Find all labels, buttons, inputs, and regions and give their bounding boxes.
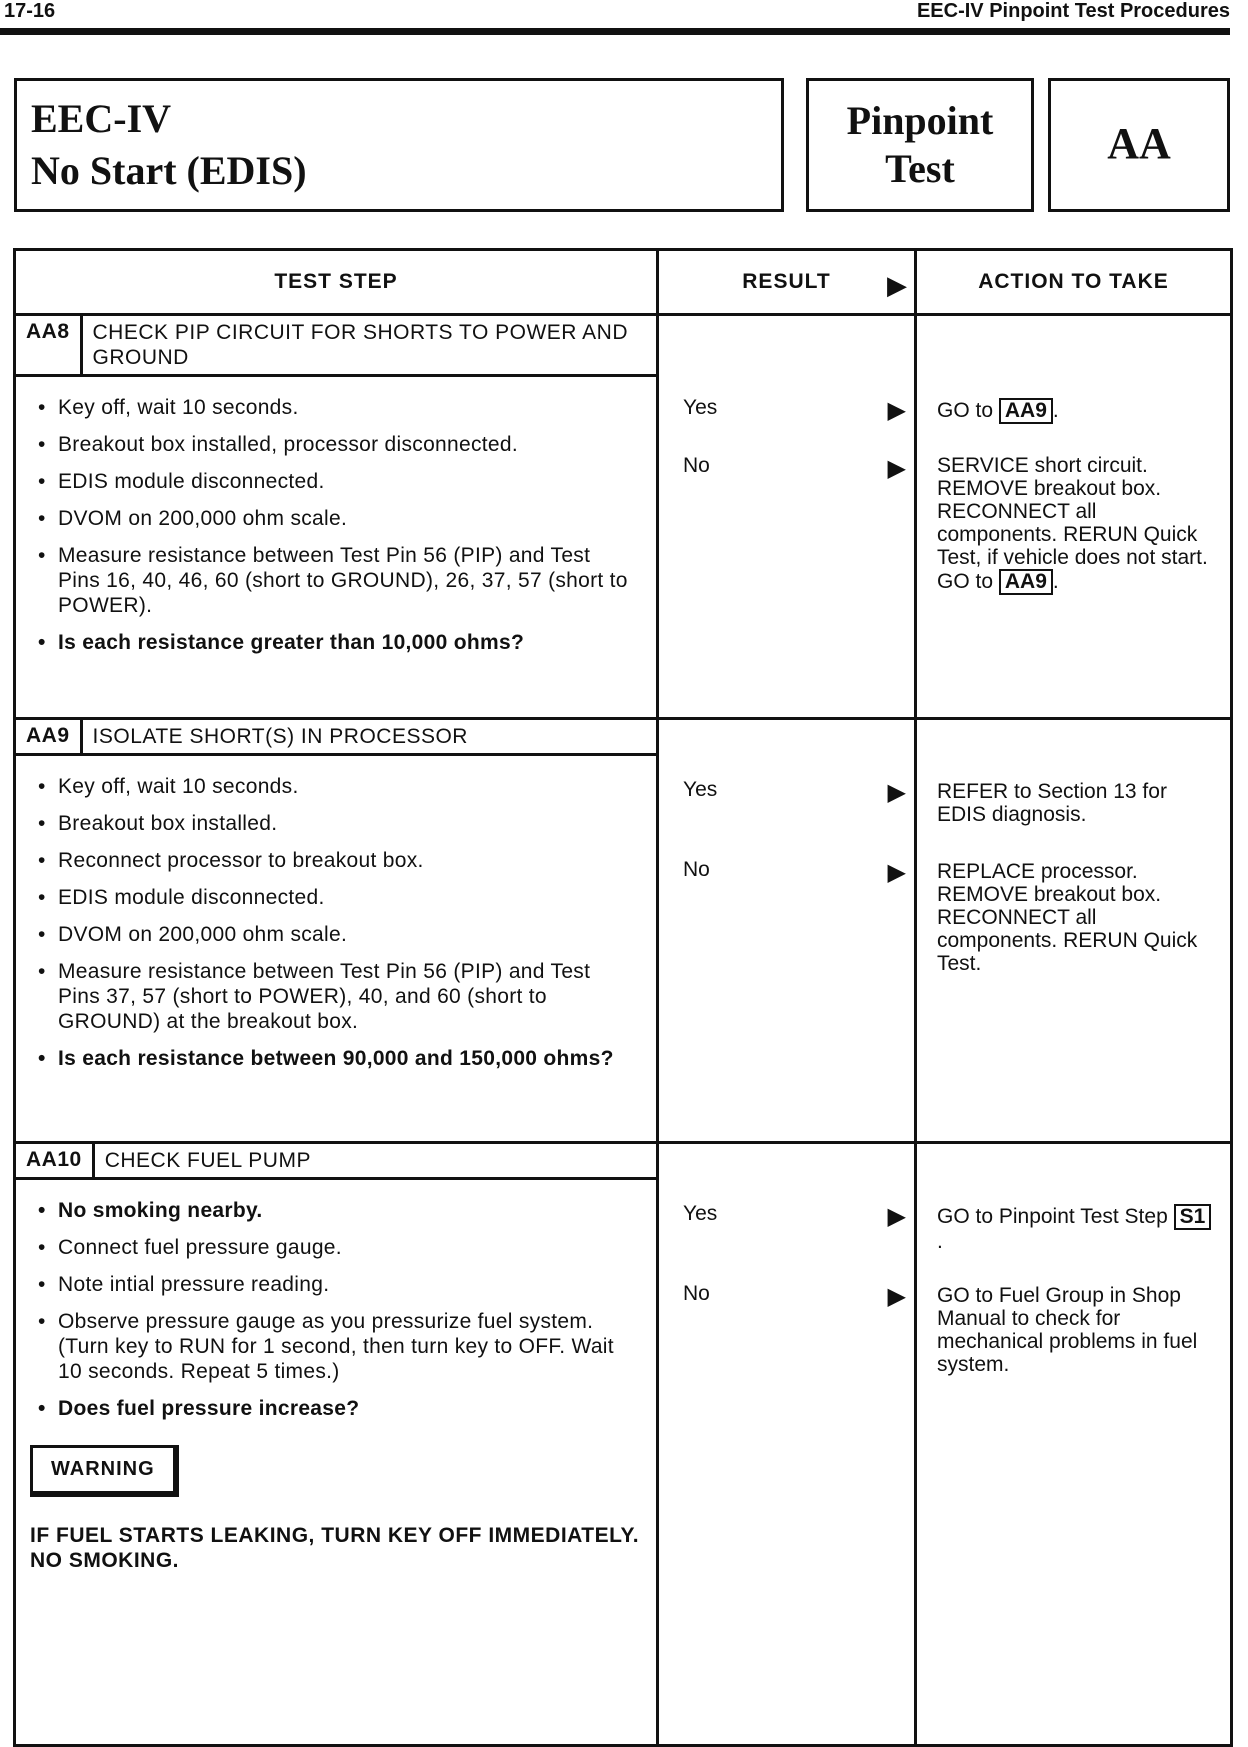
result-no: No ▶ (683, 454, 906, 482)
step-heading (16, 1144, 659, 1180)
table-row (15, 1143, 1232, 1746)
page-number: 17-16 (4, 0, 56, 22)
step-title: CHECK PIP CIRCUIT FOR SHORTS TO POWER AND GROUND (92, 321, 628, 369)
list-item: • DVOM on 200,000 ohm scale. (30, 922, 636, 947)
section-title: EEC-IV Pinpoint Test Procedures (916, 0, 1230, 22)
table-header-row (15, 250, 1232, 315)
arrow-right-icon: ▶ (887, 859, 906, 886)
action-text: REPLACE processor. REMOVE breakout box. RECONNECT all components. RERUN Quick Test. (937, 860, 1198, 975)
list-item: • EDIS module disconnected. (30, 885, 636, 910)
arrow-right-icon: ▶ (887, 397, 906, 424)
result-no: No ▶ (683, 858, 906, 886)
result-header-label: RESULT (742, 270, 831, 293)
table-row (15, 719, 1232, 1143)
step-reference: S1 (1174, 1204, 1212, 1230)
action-text: GO to AA9 . (937, 399, 1059, 422)
step-id: AA10 (16, 1144, 95, 1177)
result-cell (658, 1143, 916, 1746)
list-item: • Measure resistance between Test Pin 56 (PIP) and Test Pins 37, 57 (short to POWER), 40, and 60 (short to GROUND) at the breakout box. (30, 959, 636, 1034)
action-header: ACTION TO TAKE (916, 250, 1232, 315)
test-step-cell (15, 315, 658, 719)
list-item: • Does fuel pressure increase? (30, 1396, 636, 1421)
result-cell (658, 719, 916, 1143)
pinpoint-box (806, 78, 1034, 212)
arrow-right-icon: ▶ (887, 1203, 906, 1230)
pinpoint-label: Pinpoint (846, 98, 994, 143)
list-item: • Measure resistance between Test Pin 56 (PIP) and Test Pins 16, 40, 46, 60 (short to GROUND), 26, 37, 57 (short to POWER). (30, 543, 636, 618)
test-code-box (1048, 78, 1230, 212)
result-cell (658, 315, 916, 719)
step-id: AA9 (16, 720, 83, 753)
action-text: GO to Fuel Group in Shop Manual to check for mechanical problems in fuel system. (937, 1284, 1198, 1376)
step-title: ISOLATE SHORT(S) IN PROCESSOR (92, 725, 468, 748)
list-item: • Note intial pressure reading. (30, 1272, 636, 1297)
list-item: • No smoking nearby. (30, 1198, 636, 1223)
list-item: • Key off, wait 10 seconds. (30, 774, 636, 799)
list-item: • EDIS module disconnected. (30, 469, 636, 494)
action-text: SERVICE short circuit. REMOVE breakout box. RECONNECT all components. RERUN Quick Test, if vehicle does not start. GO to AA9 . (937, 454, 1208, 593)
procedure-table (13, 248, 1233, 1747)
action-text: GO to Pinpoint Test Step S1. (937, 1204, 1216, 1253)
step-bullets (16, 756, 656, 1093)
arrow-right-icon: ▶ (887, 1283, 906, 1310)
action-text: REFER to Section 13 for EDIS diagnosis. (937, 780, 1167, 826)
title-line-2: No Start (EDIS) (31, 148, 307, 193)
arrow-right-icon: ▶ (887, 779, 906, 806)
list-item: • Key off, wait 10 seconds. (30, 395, 636, 420)
step-id: AA8 (16, 316, 83, 374)
result-yes: Yes ▶ (683, 396, 906, 424)
step-heading (16, 316, 659, 377)
action-cell (916, 719, 1232, 1143)
step-bullets (16, 377, 656, 677)
action-cell (916, 1143, 1232, 1746)
action-cell (916, 315, 1232, 719)
step-reference: AA9 (999, 569, 1053, 595)
title-line-1: EEC-IV (31, 96, 172, 141)
warning-text: IF FUEL STARTS LEAKING, TURN KEY OFF IMMEDIATELY. NO SMOKING. (30, 1524, 640, 1572)
list-item: • Observe pressure gauge as you pressurize fuel system. (Turn key to RUN for 1 second, then turn key to OFF. Wait 10 seconds. Repeat 5 times.) (30, 1309, 636, 1384)
title-box (14, 78, 784, 212)
result-yes: Yes ▶ (683, 1202, 906, 1230)
step-title: CHECK FUEL PUMP (104, 1149, 311, 1172)
step-heading (16, 720, 659, 756)
list-item: • Reconnect processor to breakout box. (30, 848, 636, 873)
list-item: • Breakout box installed. (30, 811, 636, 836)
test-step-cell (15, 1143, 658, 1746)
list-item: • Breakout box installed, processor disconnected. (30, 432, 636, 457)
list-item: • Connect fuel pressure gauge. (30, 1235, 636, 1260)
list-item: • Is each resistance between 90,000 and 150,000 ohms? (30, 1046, 636, 1071)
warning-label: WARNING (30, 1445, 179, 1497)
header-rule (0, 28, 1230, 35)
result-header-arrow-icon: ▶ (887, 270, 908, 300)
list-item: • DVOM on 200,000 ohm scale. (30, 506, 636, 531)
list-item: • Is each resistance greater than 10,000 ohms? (30, 630, 636, 655)
result-no: No ▶ (683, 1282, 906, 1310)
result-header (658, 250, 916, 315)
table-row (15, 315, 1232, 719)
arrow-right-icon: ▶ (887, 455, 906, 482)
test-step-cell (15, 719, 658, 1143)
test-step-header: TEST STEP (15, 250, 658, 315)
test-label: Test (885, 146, 955, 191)
test-code: AA (1107, 119, 1171, 168)
step-reference: AA9 (999, 398, 1053, 424)
step-bullets (16, 1180, 656, 1443)
result-yes: Yes ▶ (683, 778, 906, 806)
